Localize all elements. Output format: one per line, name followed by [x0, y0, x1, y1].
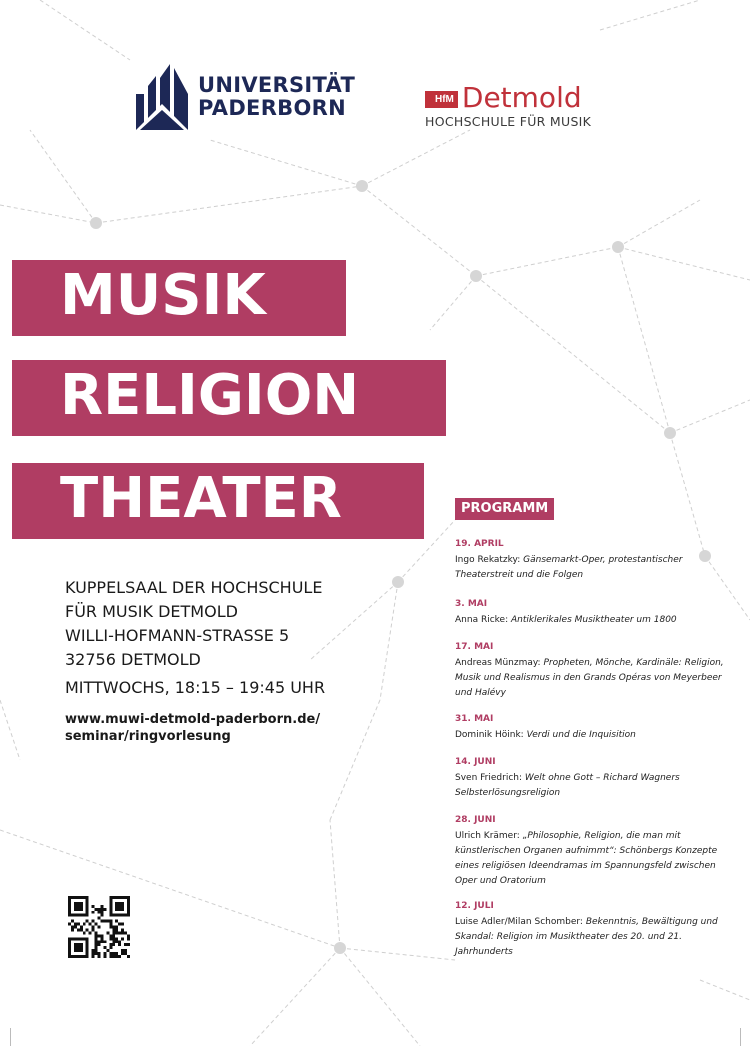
- university-paderborn-logo: [136, 64, 355, 130]
- event-date: 12. JULI: [455, 901, 494, 911]
- event-text: [455, 728, 740, 743]
- event-speaker: Luise Adler/Milan Schomber:: [455, 917, 583, 927]
- university-name: [198, 74, 355, 120]
- program-event: [455, 598, 740, 628]
- event-speaker: Ingo Rekatzky:: [455, 555, 521, 565]
- program-event: [455, 713, 740, 743]
- event-date: 3. MAI: [455, 599, 488, 609]
- venue-time: MITTWOCHS, 18:15 – 19:45 UHR: [65, 678, 326, 697]
- hfm-badge: HfM: [425, 91, 458, 108]
- title-theater: THEATER: [12, 463, 424, 539]
- event-speaker: Dominik Höink:: [455, 730, 524, 740]
- website-link[interactable]: [65, 711, 320, 745]
- website-line: www.muwi-detmold-paderborn.de/: [65, 712, 321, 727]
- crop-mark: [10, 1028, 11, 1046]
- program-event: [455, 900, 740, 960]
- event-speaker: Sven Friedrich:: [455, 773, 522, 783]
- event-title: Gänsemarkt-Oper, protestantischer Theaterstreit und die Folgen: [455, 555, 683, 580]
- venue-block: [65, 576, 325, 700]
- event-speaker: Andreas Münzmay:: [455, 658, 541, 668]
- event-text: [455, 829, 740, 889]
- event-text: [455, 915, 740, 960]
- event-speaker: Ulrich Krämer:: [455, 831, 520, 841]
- event-title: Verdi und die Inquisition: [526, 730, 636, 740]
- event-text: [455, 656, 740, 701]
- program-event: [455, 641, 740, 701]
- hfm-subtitle: HOCHSCHULE FÜR MUSIK: [425, 114, 592, 129]
- event-text: [455, 613, 740, 628]
- event-date: 14. JUNI: [455, 757, 496, 767]
- program-event: [455, 756, 740, 801]
- event-text: [455, 771, 740, 801]
- event-title: Bekenntnis, Bewältigung und Skandal: Religion im Musiktheater des 20. und 21. Jahrhunderts: [455, 917, 718, 957]
- website-line: seminar/ringvorlesung: [65, 729, 231, 744]
- venue-line: 32756 DETMOLD: [65, 650, 201, 669]
- venue-line: FÜR MUSIK DETMOLD: [65, 602, 238, 621]
- event-title: „Philosophie, Religion, die man mit künstlerischen Organen aufnimmt“: Schönbergs Konzepte eines religiösen Ideendramas im Spannungsfeld zwischen Oper und Oratorium: [455, 831, 718, 886]
- title-religion: RELIGION: [12, 360, 446, 436]
- university-emblem-icon: [136, 64, 188, 130]
- title-musik: MUSIK: [12, 260, 346, 336]
- venue-line: WILLI-HOFMANN-STRASSE 5: [65, 626, 290, 645]
- qr-code-icon[interactable]: [68, 896, 130, 958]
- event-speaker: Anna Ricke:: [455, 615, 509, 625]
- program-label: PROGRAMM: [455, 498, 554, 520]
- event-text: [455, 553, 740, 583]
- event-date: 19. APRIL: [455, 539, 504, 549]
- venue-line: KUPPELSAAL DER HOCHSCHULE: [65, 578, 323, 597]
- university-name-line1: UNIVERSITÄT: [198, 73, 356, 97]
- hfm-name: Detmold: [461, 81, 582, 114]
- event-date: 28. JUNI: [455, 815, 496, 825]
- event-title: Antiklerikales Musiktheater um 1800: [510, 615, 677, 625]
- university-name-line2: PADERBORN: [198, 96, 346, 120]
- program-event: [455, 538, 740, 583]
- crop-mark: [740, 1028, 741, 1046]
- hfm-detmold-logo: [425, 81, 592, 129]
- event-title: Welt ohne Gott – Richard Wagners Selbsterlösungsreligion: [455, 773, 680, 798]
- event-date: 17. MAI: [455, 642, 494, 652]
- program-event: [455, 814, 740, 889]
- event-title: Propheten, Mönche, Kardinäle: Religion, Musik und Realismus in den Grands Opéras von Meyerbeer und Halévy: [455, 658, 724, 698]
- event-date: 31. MAI: [455, 714, 494, 724]
